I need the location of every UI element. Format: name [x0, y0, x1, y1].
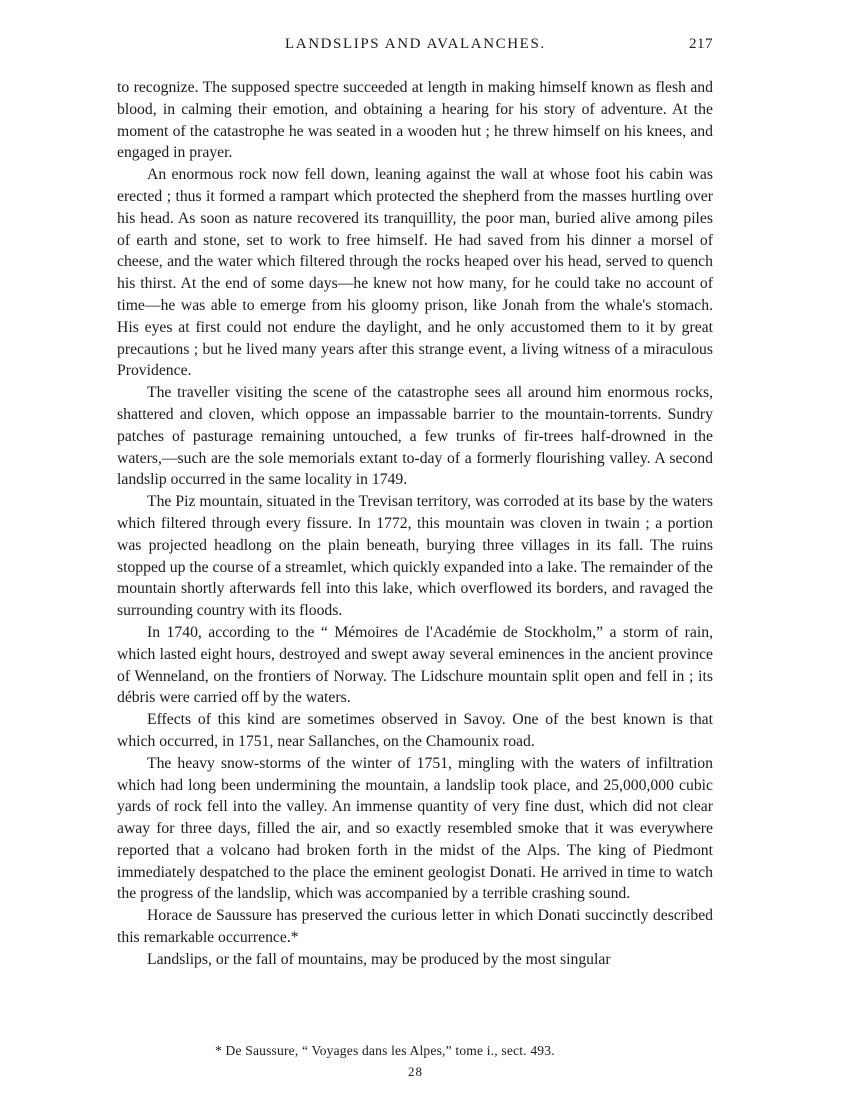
paragraph: The Piz mountain, situated in the Trevisan territory, was corroded at its base by the waters which filtered through every fissure. In 1772, this mountain was cloven in twain ; a portion was projected headlong on the plain beneath, burying three villages in its fall. The ruins stopped up the course of a streamlet, which quickly expanded into a lake. The remainder of the mountain shortly afterwards fell into this lake, which overflowed its borders, and ravaged the surrounding country with its floods. [117, 493, 713, 620]
running-title: LANDSLIPS AND AVALANCHES. [285, 36, 546, 52]
paragraph: to recognize. The supposed spectre succeeded at length in making himself known as flesh and blood, in calming their emotion, and obtaining a hearing for his story of adventure. At the moment of the catastrophe he was seated in a wooden hut ; he threw himself on his knees, and engaged in prayer. [117, 79, 713, 162]
paragraph: The heavy snow-storms of the winter of 1751, mingling with the waters of infiltration which had long been undermining the mountain, a landslip took place, and 25,000,000 cubic yards of rock fell into the valley. An immense quantity of very fine dust, which did not clear away for three days, filled the air, and so exactly resembled smoke that it was everywhere reported that a volcano had broken forth in the midst of the Alps. The king of Piedmont immediately despatched to the place the eminent geologist Donati. He arrived in time to watch the progress of the landslip, which was accompanied by a terrible crashing sound. [117, 754, 713, 903]
paragraph: Effects of this kind are sometimes observed in Savoy. One of the best known is that which occurred, in 1751, near Sallanches, on the Chamounix road. [117, 711, 713, 750]
paragraph: Landslips, or the fall of mountains, may be produced by the most singular [147, 950, 611, 968]
body-text [117, 77, 713, 971]
running-header [117, 36, 713, 60]
page-number: 217 [689, 36, 713, 52]
footnote: * De Saussure, “ Voyages dans les Alpes,” tome i., sect. 493. [215, 1043, 555, 1058]
signature-mark: 28 [408, 1064, 423, 1079]
paragraph: In 1740, according to the “ Mémoires de l'Académie de Stockholm,” a storm of rain, which lasted eight hours, destroyed and swept away several eminences in the ancient province of Wenneland, on the frontiers of Norway. The Lidschure mountain split open and fell in ; its débris were carried off by the waters. [117, 623, 713, 707]
paragraph: The traveller visiting the scene of the catastrophe sees all around him enormous rocks, shattered and cloven, which oppose an impassable barrier to the mountain-torrents. Sundry patches of pasturage remaining untouched, a few trunks of fir-trees half-drowned in the waters,—such are the sole memorials extant to-day of a formerly flourishing valley. A second landslip occurred in the same locality in 1749. [117, 384, 713, 489]
paragraph: An enormous rock now fell down, leaning against the wall at whose foot his cabin was erected ; thus it formed a rampart which protected the shepherd from the masses hurtling over his head. As soon as nature recovered its tranquillity, the poor man, buried alive among piles of earth and stone, set to work to free himself. He had saved from his dinner a morsel of cheese, and the water which filtered through the rocks heaped over his head, served to quench his thirst. At the end of some days—he knew not how many, for he could take no account of time—he was able to emerge from his gloomy prison, like Jonah from the whale's stomach. His eyes at first could not endure the daylight, and he only accustomed them to it by great precautions ; but he lived many years after this strange event, a living witness of a miraculous Providence. [117, 166, 713, 380]
paragraph: Horace de Saussure has preserved the curious letter in which Donati succinctly described this remarkable occurrence.* [117, 907, 713, 947]
